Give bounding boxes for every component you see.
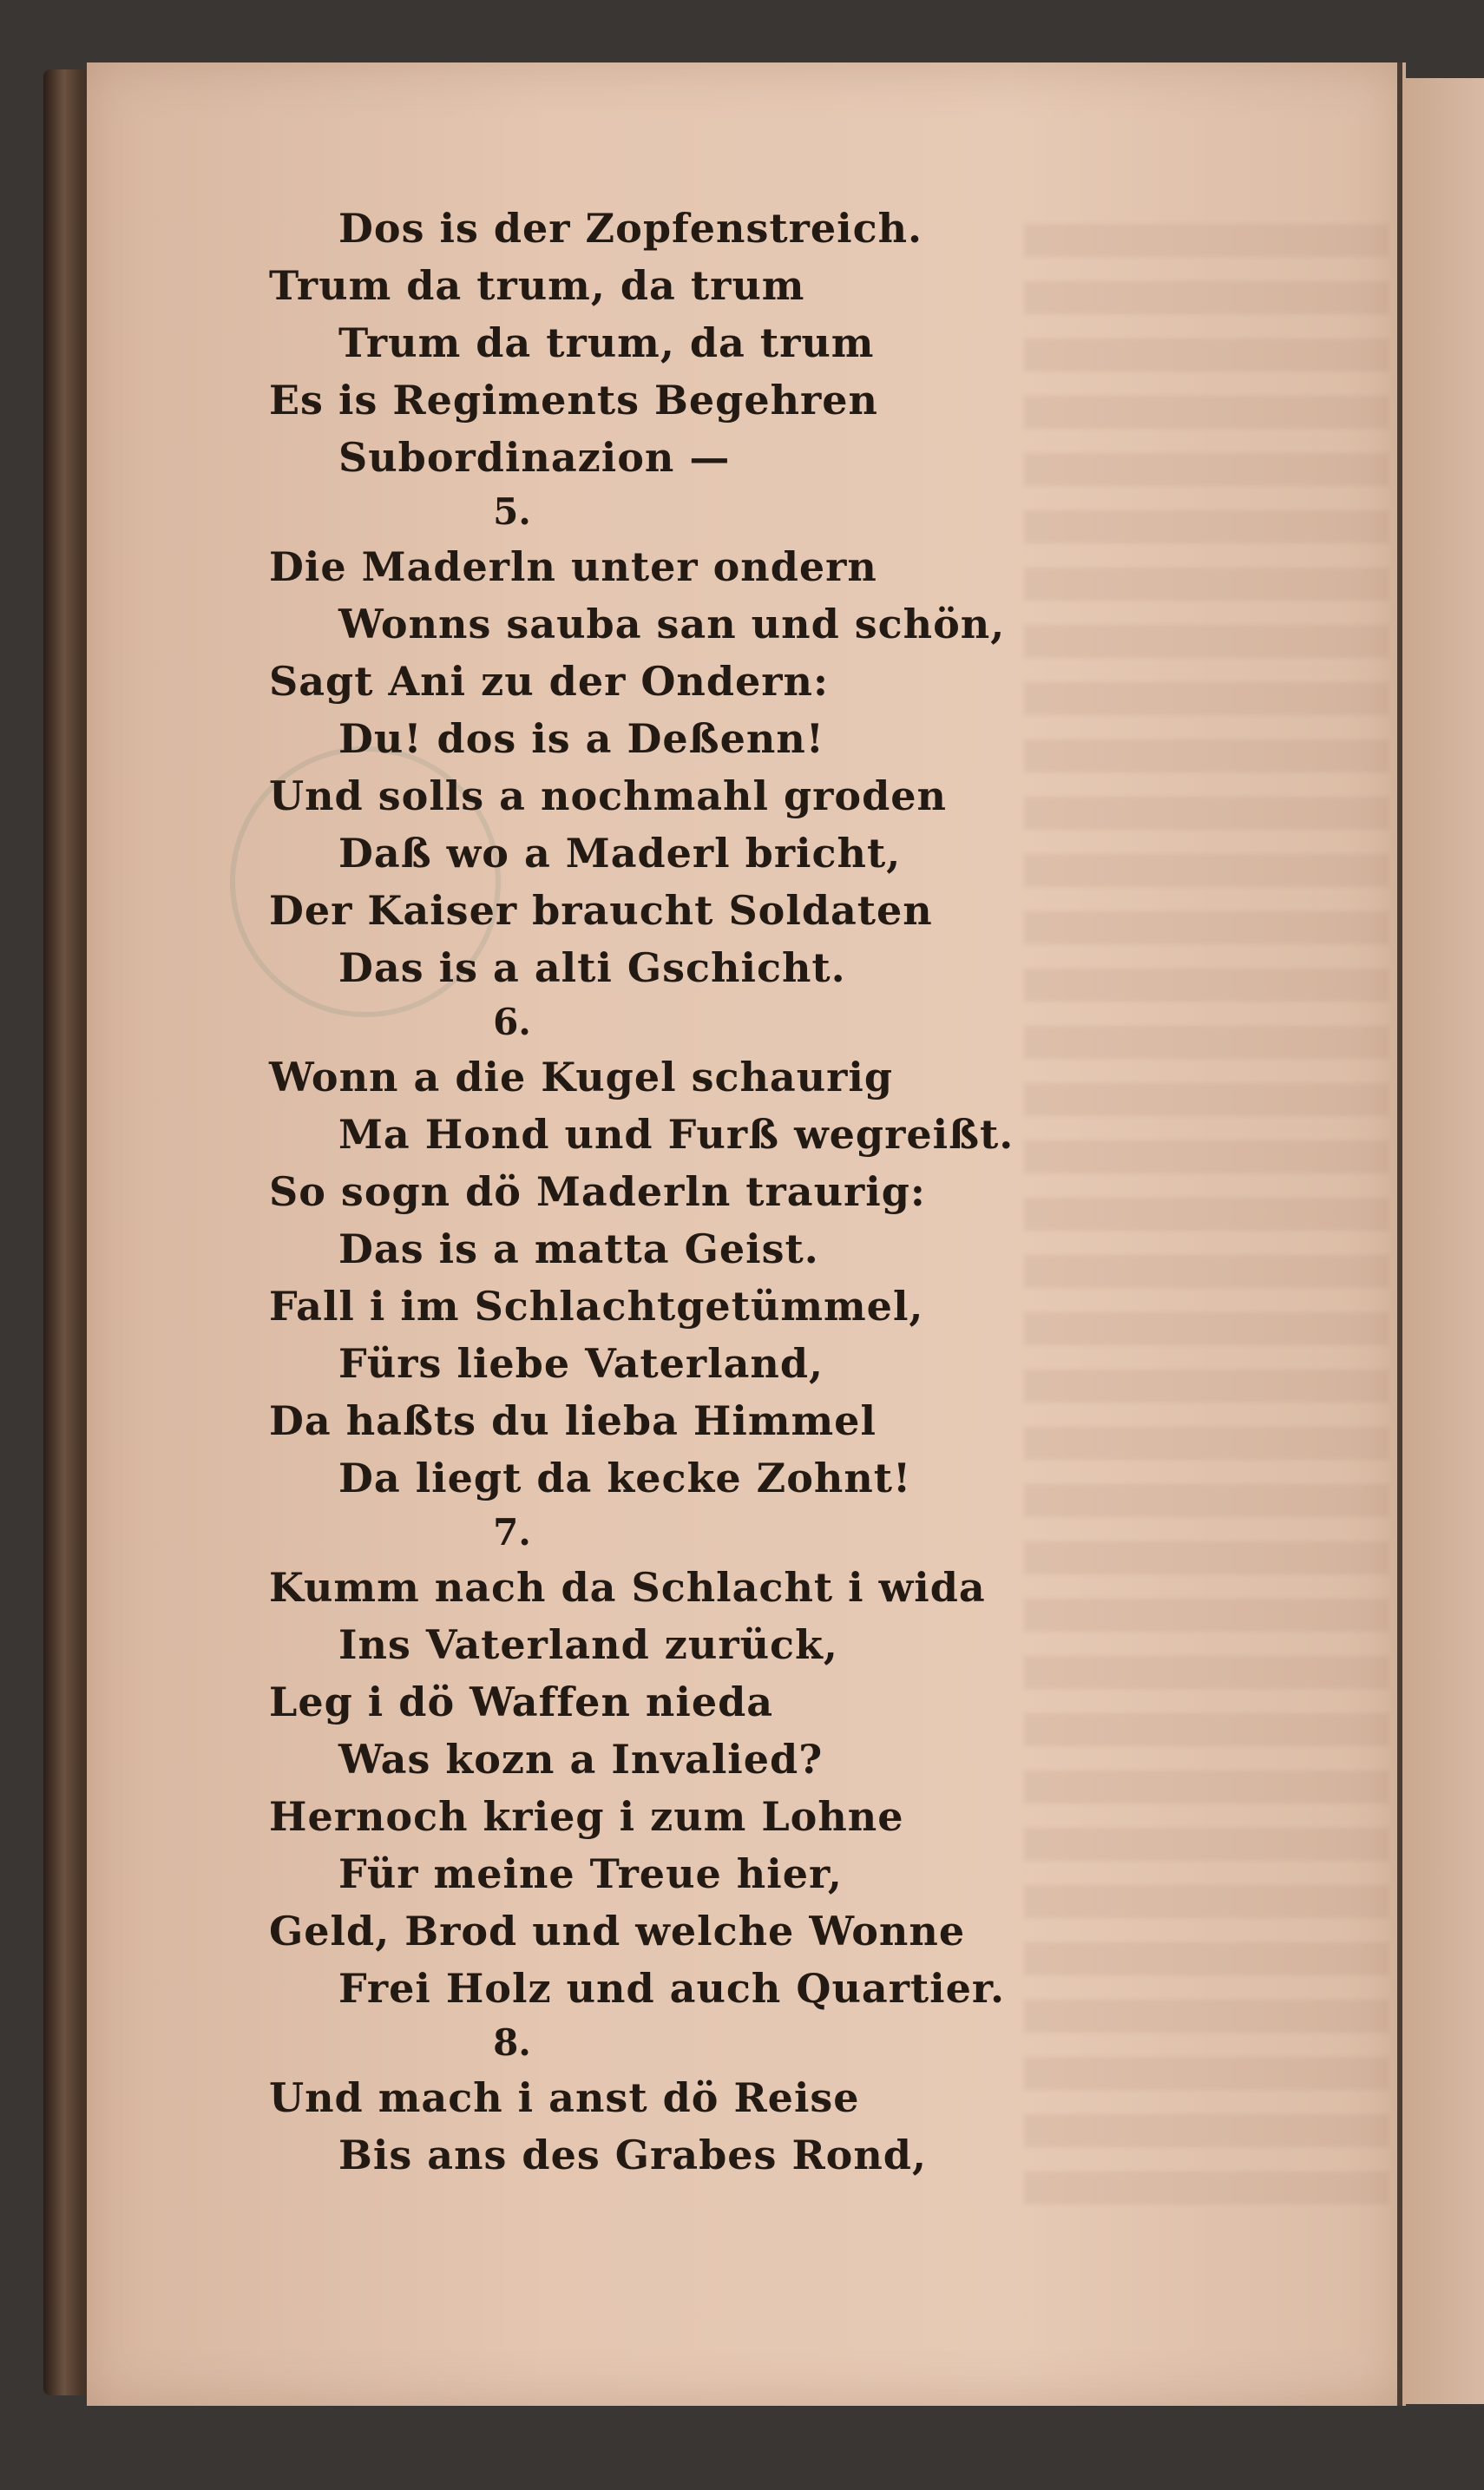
poem-line: Es is Regiments Begehren: [269, 377, 879, 424]
stanza-6: [269, 996, 1033, 1507]
poem-line: Der Kaiser braucht Soldaten: [269, 887, 933, 934]
poem-line: Ins Vaterland zurück,: [338, 1621, 838, 1668]
poem-line: Subordinazion —: [338, 434, 731, 481]
poem-line: Und solls a nochmahl groden: [269, 772, 947, 819]
stanza-number: 5.: [493, 490, 531, 533]
show-through-text: [1024, 208, 1389, 2204]
poem-line: Dos is der Zopfenstreich.: [338, 205, 923, 252]
stanza-tail: [269, 200, 1033, 486]
poem-line: Trum da trum, da trum: [338, 319, 875, 366]
poem-line: Wonns sauba san und schön,: [338, 601, 1006, 647]
poem-line: Die Maderln unter ondern: [269, 543, 877, 590]
poem-line: Geld, Brod und welche Wonne: [269, 1908, 966, 1955]
poem-line: Du! dos is a Deßenn!: [338, 715, 824, 762]
poem-line: Da haßts du lieba Himmel: [269, 1397, 877, 1444]
poem-line: Das is a alti Gschicht.: [338, 944, 846, 991]
poem-line: Fürs liebe Vaterland,: [338, 1340, 824, 1387]
stanza-7: [269, 1507, 1033, 2017]
poem-line: So sogn dö Maderln traurig:: [269, 1168, 926, 1215]
poem-line: Trum da trum, da trum: [269, 262, 805, 309]
stanza-number: 6.: [493, 1001, 531, 1043]
poem-line: Was kozn a Invalied?: [338, 1736, 824, 1783]
poem-line: Und mach i anst dö Reise: [269, 2074, 860, 2121]
poem-line: Wonn a die Kugel schaurig: [269, 1054, 894, 1100]
poem-line: Kumm nach da Schlacht i wida: [269, 1564, 986, 1611]
poem-line: Das is a matta Geist.: [338, 1225, 819, 1272]
stanza-number: 8.: [493, 2021, 531, 2064]
poem-line: Leg i dö Waffen nieda: [269, 1679, 774, 1725]
stanza-8: [269, 2017, 1033, 2184]
poem-line: Bis ans des Grabes Rond,: [338, 2132, 927, 2178]
poem-line: Frei Holz und auch Quartier.: [338, 1965, 1005, 2012]
poem-line: Da liegt da kecke Zohnt!: [338, 1455, 912, 1501]
stanza-5: [269, 486, 1033, 996]
poem-line: Für meine Treue hier,: [338, 1850, 843, 1897]
poem-line: Sagt Ani zu der Ondern:: [269, 658, 829, 705]
poem-line: Ma Hond und Furß wegreißt.: [338, 1111, 1015, 1158]
poem-line: Fall i im Schlachtgetümmel,: [269, 1283, 924, 1330]
stanza-number: 7.: [493, 1511, 531, 1554]
poem-text: [269, 200, 1033, 2184]
poem-line: Daß wo a Maderl bricht,: [338, 830, 902, 877]
adjacent-page-edge: [1402, 78, 1484, 2404]
poem-line: Hernoch krieg i zum Lohne: [269, 1793, 904, 1840]
